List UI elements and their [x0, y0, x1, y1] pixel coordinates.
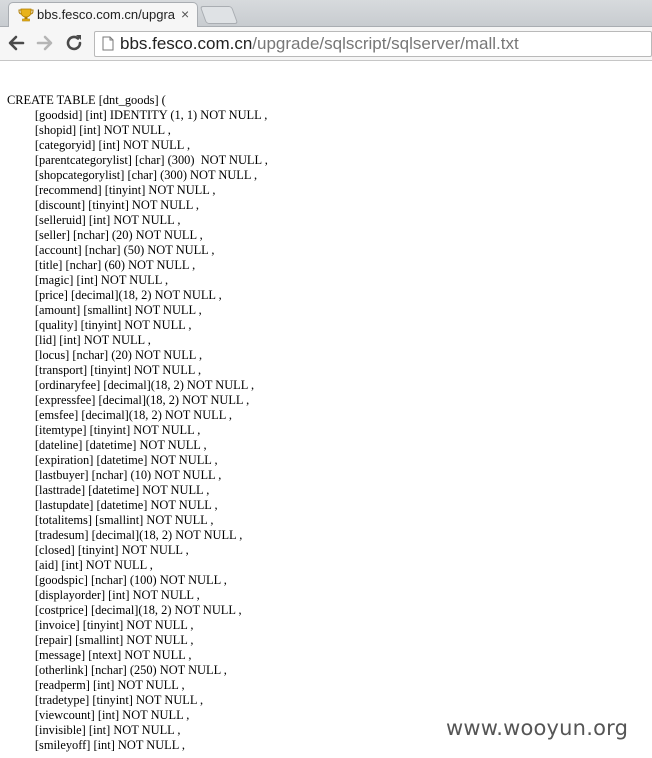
text-line: [account] [nchar] (50) NOT NULL , [7, 243, 215, 257]
text-line: [dateline] [datetime] NOT NULL , [7, 438, 207, 452]
text-line: [costprice] [decimal](18, 2) NOT NULL , [7, 603, 242, 617]
text-line: [categoryid] [int] NOT NULL , [7, 138, 191, 152]
text-line: [invoice] [tinyint] NOT NULL , [7, 618, 194, 632]
tab-strip [0, 0, 652, 27]
back-arrow-icon[interactable] [5, 32, 27, 54]
text-line: [closed] [tinyint] NOT NULL , [7, 543, 189, 557]
text-line: [expressfee] [decimal](18, 2) NOT NULL , [7, 393, 250, 407]
browser-tab[interactable] [8, 2, 198, 27]
url-host: bbs.fesco.com.cn [120, 34, 253, 53]
trophy-icon [18, 8, 34, 22]
text-line: [tradesum] [decimal](18, 2) NOT NULL , [7, 528, 243, 542]
text-line: [invisible] [int] NOT NULL , [7, 723, 181, 737]
text-line: [emsfee] [decimal](18, 2) NOT NULL , [7, 408, 233, 422]
reload-icon[interactable] [63, 32, 85, 54]
text-line: [price] [decimal](18, 2) NOT NULL , [7, 288, 222, 302]
text-line: [shopid] [int] NOT NULL , [7, 123, 171, 137]
tab-close-button[interactable]: × [181, 6, 190, 22]
page-icon [102, 36, 114, 51]
text-line: [smileyoff] [int] NOT NULL , [7, 738, 186, 752]
plain-text-document [7, 93, 268, 753]
text-line: [amount] [smallint] NOT NULL , [7, 303, 202, 317]
text-line: [selleruid] [int] NOT NULL , [7, 213, 181, 227]
text-line: [lasttrade] [datetime] NOT NULL , [7, 483, 210, 497]
url-text[interactable] [120, 34, 519, 54]
browser-toolbar [0, 27, 652, 61]
forward-arrow-icon[interactable] [34, 32, 56, 54]
text-line: [transport] [tinyint] NOT NULL , [7, 363, 202, 377]
text-line: [message] [ntext] NOT NULL , [7, 648, 192, 662]
text-line: [recommend] [tinyint] NOT NULL , [7, 183, 216, 197]
text-line: [viewcount] [int] NOT NULL , [7, 708, 190, 722]
text-line: [expiration] [datetime] NOT NULL , [7, 453, 218, 467]
text-line: CREATE TABLE [dnt_goods] ( [7, 93, 166, 107]
watermark: www.wooyun.org [446, 716, 629, 740]
text-line: [otherlink] [nchar] (250) NOT NULL , [7, 663, 227, 677]
text-line: [magic] [int] NOT NULL , [7, 273, 169, 287]
text-line: [ordinaryfee] [decimal](18, 2) NOT NULL , [7, 378, 255, 392]
text-line: [shopcategorylist] [char] (300) NOT NULL , [7, 168, 258, 182]
text-line: [goodsid] [int] IDENTITY (1, 1) NOT NULL , [7, 108, 268, 122]
new-tab-button[interactable] [200, 6, 239, 24]
text-line: [lid] [int] NOT NULL , [7, 333, 151, 347]
text-line: [goodspic] [nchar] (100) NOT NULL , [7, 573, 227, 587]
text-line: [readperm] [int] NOT NULL , [7, 678, 185, 692]
url-path: /upgrade/sqlscript/sqlserver/mall.txt [252, 34, 519, 53]
tab-title: bbs.fesco.com.cn/upgra [37, 7, 176, 22]
text-line: [totalitems] [smallint] NOT NULL , [7, 513, 214, 527]
text-line: [locus] [nchar] (20) NOT NULL , [7, 348, 203, 362]
text-line: [displayorder] [int] NOT NULL , [7, 588, 200, 602]
text-line: [seller] [nchar] (20) NOT NULL , [7, 228, 203, 242]
text-line: [parentcategorylist] [char] (300) NOT NULL , [7, 153, 268, 167]
text-line: [lastupdate] [datetime] NOT NULL , [7, 498, 218, 512]
text-line: [quality] [tinyint] NOT NULL , [7, 318, 192, 332]
text-line: [aid] [int] NOT NULL , [7, 558, 153, 572]
text-line: [lastbuyer] [nchar] (10) NOT NULL , [7, 468, 222, 482]
text-line: [discount] [tinyint] NOT NULL , [7, 198, 200, 212]
text-line: [repair] [smallint] NOT NULL , [7, 633, 194, 647]
address-bar[interactable] [94, 31, 652, 57]
text-line: [itemtype] [tinyint] NOT NULL , [7, 423, 201, 437]
text-line: [tradetype] [tinyint] NOT NULL , [7, 693, 204, 707]
text-line: [title] [nchar] (60) NOT NULL , [7, 258, 196, 272]
